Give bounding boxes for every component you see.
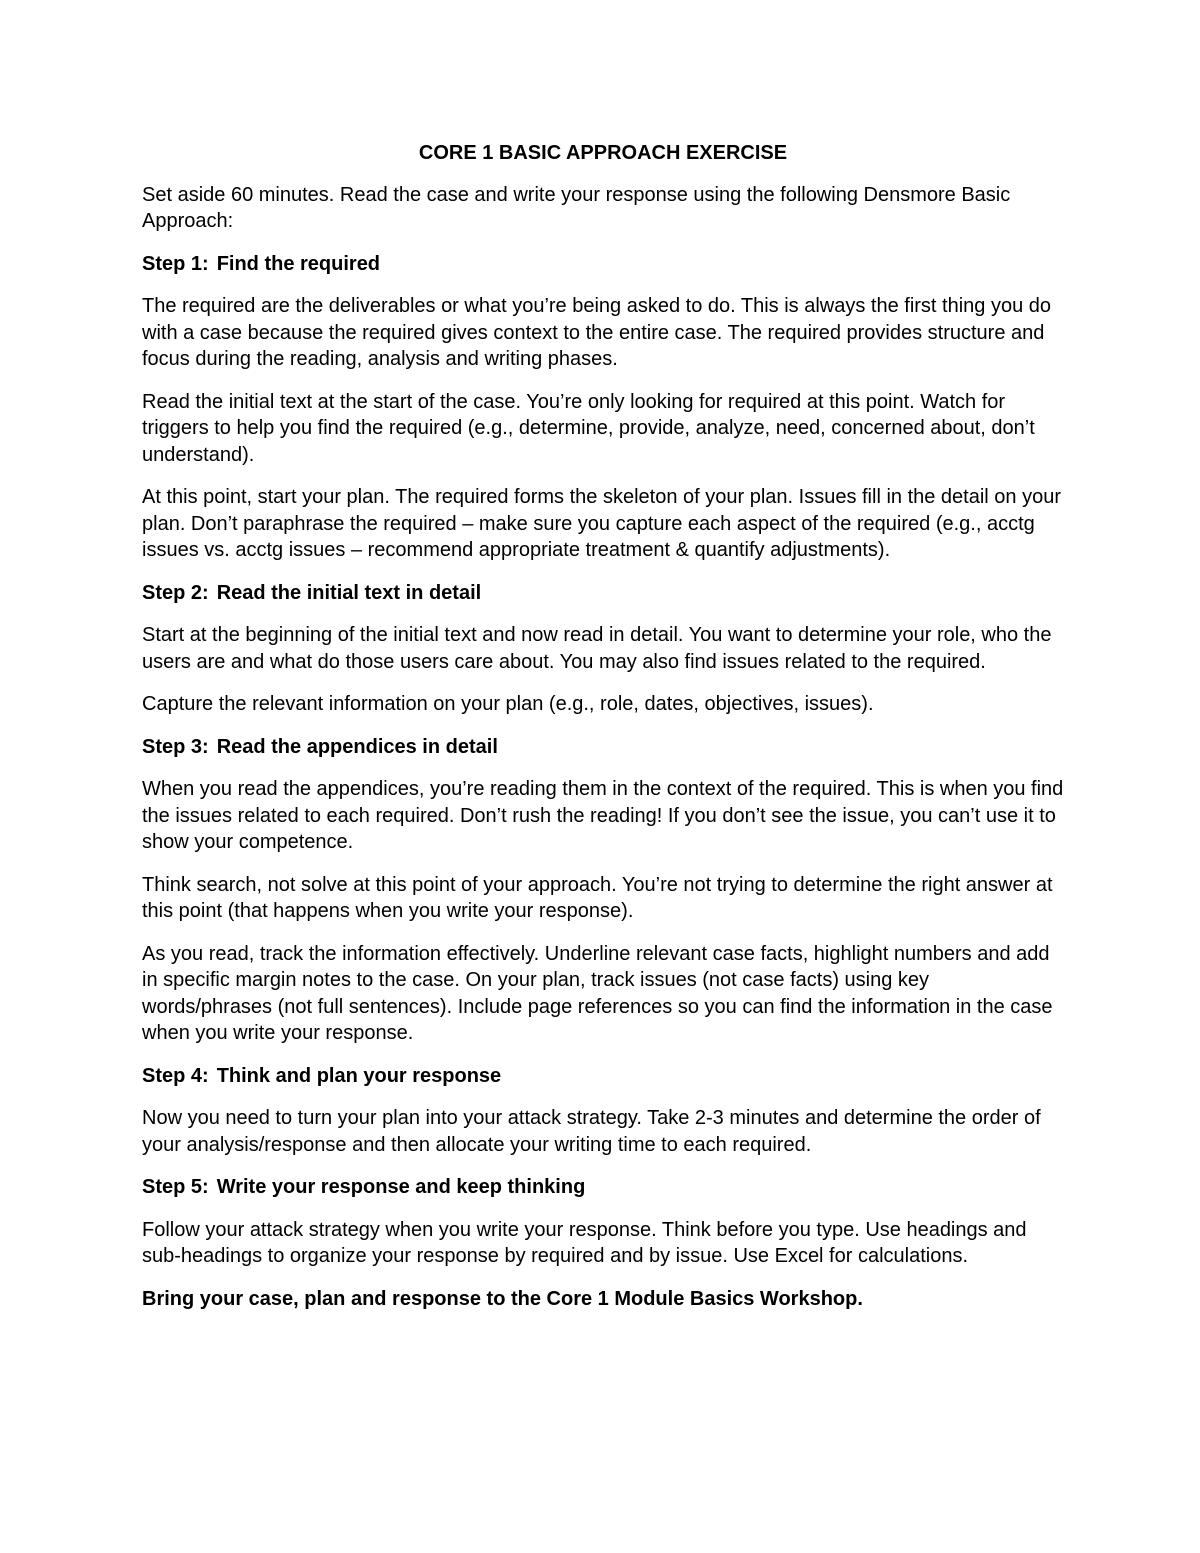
step-3-label: Step 3:: [142, 735, 209, 758]
step-2-heading: [142, 580, 1064, 607]
step-2-paragraph-2: Capture the relevant information on your plan (e.g., role, dates, objectives, issues).: [142, 693, 874, 715]
step-3-paragraph-1: When you read the appendices, you’re reading them in the context of the required. This is when you find the issues related to each required. Don’t rush the reading! If you don’t see the issue, you can’t use it to show your competence.: [142, 778, 1064, 853]
step-1-title: Find the required: [216, 252, 381, 275]
step-5-paragraph-1: Follow your attack strategy when you write your response. Think before you type. Use headings and sub-headings to organize your response by required and by issue. Use Excel for calculations.: [142, 1218, 1027, 1267]
document-title: CORE 1 BASIC APPROACH EXERCISE: [418, 142, 788, 164]
step-3-heading: [142, 734, 1064, 761]
step-2-section: [142, 580, 1064, 718]
step-1-paragraph-2: Read the initial text at the start of the case. You’re only looking for required at this point. Watch for triggers to help you find the required (e.g., determine, provide, analyze, need, concerned about, don’t understand).: [142, 390, 1035, 466]
step-4-paragraph-1: Now you need to turn your plan into your attack strategy. Take 2-3 minutes and determine the order of your analysis/response and then allocate your writing time to each required.: [142, 1107, 1041, 1156]
document-page: [142, 140, 1064, 1328]
step-3-section: [142, 734, 1064, 1047]
closing-instruction: Bring your case, plan and response to the Core 1 Module Basics Workshop.: [142, 1287, 863, 1310]
step-3-paragraph-3: As you read, track the information effectively. Underline relevant case facts, highlight numbers and add in specific margin notes to the case. On your plan, track issues (not case facts) using key words/phrases (not full sentences). Include page references so you can find the information in the case when you write your response.: [142, 942, 1053, 1044]
step-1-section: [142, 251, 1064, 564]
step-4-title: Think and plan your response: [216, 1064, 502, 1087]
step-2-label: Step 2:: [142, 581, 209, 604]
step-3-title: Read the appendices in detail: [216, 735, 498, 758]
step-5-section: [142, 1174, 1064, 1270]
intro-paragraph: Set aside 60 minutes. Read the case and write your response using the following Densmore Basic Approach:: [142, 183, 1011, 232]
step-3-paragraph-2: Think search, not solve at this point of your approach. You’re not trying to determine the right answer at this point (that happens when you write your response).: [142, 873, 1053, 922]
step-2-paragraph-1: Start at the beginning of the initial text and now read in detail. You want to determine your role, who the users are and what do those users care about. You may also find issues related to the required.: [142, 624, 1052, 673]
step-1-paragraph-1: The required are the deliverables or what you’re being asked to do. This is always the first thing you do with a case because the required gives context to the entire case. The required provides structure and focus during the reading, analysis and writing phases.: [142, 295, 1052, 370]
step-1-heading: [142, 251, 1064, 278]
step-5-title: Write your response and keep thinking: [216, 1176, 586, 1198]
step-1-label: Step 1:: [142, 252, 209, 275]
step-5-label: Step 5:: [142, 1176, 209, 1198]
step-2-title: Read the initial text in detail: [216, 581, 482, 604]
step-4-section: [142, 1063, 1064, 1159]
step-1-paragraph-3: At this point, start your plan. The required forms the skeleton of your plan. Issues fill in the detail on your plan. Don’t paraphrase the required – make sure you capture each aspect of the required (e.g., acctg issues vs. acctg issues – recommend appropriate treatment & quantify adjustments).: [142, 486, 1062, 561]
step-4-label: Step 4:: [142, 1064, 209, 1087]
step-5-heading: [142, 1174, 1064, 1201]
step-4-heading: [142, 1063, 1064, 1090]
